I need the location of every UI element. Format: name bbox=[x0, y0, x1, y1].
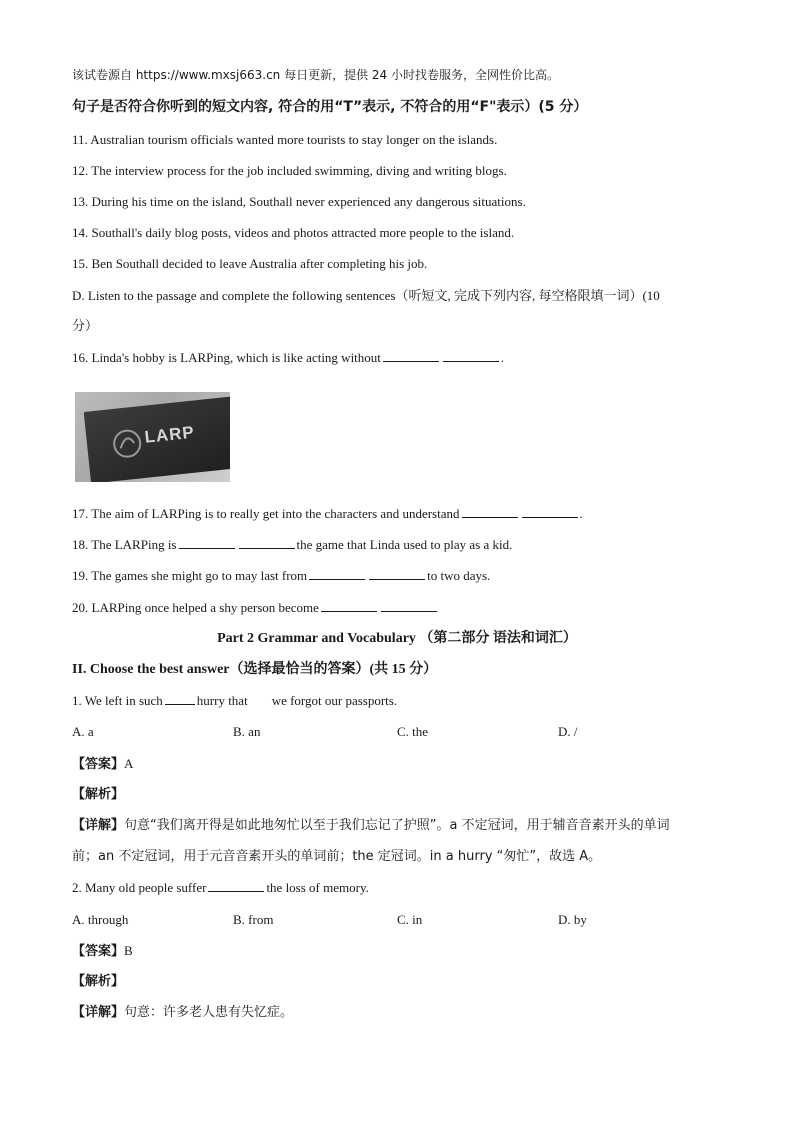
q19-text: 19. The games she might go to may last from bbox=[72, 568, 308, 583]
larp-card-photo bbox=[75, 392, 230, 482]
blank bbox=[239, 537, 295, 549]
answer-value: A bbox=[124, 756, 134, 771]
q18-text: 18. The LARPing is bbox=[72, 537, 177, 552]
blank bbox=[522, 506, 578, 518]
blank bbox=[208, 880, 264, 892]
page-header: 该试卷源自 https://www.mxsj663.cn 每日更新，提供 24 小时找卷服务，全网性价比高。 bbox=[72, 68, 559, 82]
q1-option-d: D. / bbox=[558, 724, 578, 739]
q2-detail bbox=[72, 1005, 293, 1021]
q1-detail bbox=[72, 818, 670, 834]
question-18 bbox=[72, 537, 512, 553]
blank bbox=[165, 693, 195, 705]
blank bbox=[381, 600, 437, 612]
section-d-instruction: D. Listen to the passage and complete the following sentences（听短文, 完成下列内容, 每空格限填一词）(10 bbox=[72, 288, 660, 303]
question-15: 15. Ben Southall decided to leave Australia after completing his job. bbox=[72, 256, 428, 271]
larp-logo-text: LARP bbox=[143, 422, 196, 447]
q2-option-b: B. from bbox=[233, 912, 274, 927]
question-13: 13. During his time on the island, Southall never experienced any dangerous situations. bbox=[72, 194, 526, 209]
q2-answer bbox=[72, 943, 133, 960]
larp-card bbox=[84, 396, 230, 482]
q1-stem: 1. We left in such bbox=[72, 693, 163, 708]
q2-stem-end: the loss of memory. bbox=[266, 880, 369, 895]
blank bbox=[383, 350, 439, 362]
q20-text: 20. LARPing once helped a shy person become bbox=[72, 600, 319, 615]
q2-option-a: A. through bbox=[72, 912, 129, 927]
detail-text: 句意“我们离开得是如此地匆忙以至于我们忘记了护照”。a 不定冠词，用于辅音音素开头的单词 bbox=[124, 818, 670, 833]
q1-answer bbox=[72, 756, 133, 773]
q16-suffix: . bbox=[500, 350, 505, 365]
q17-suffix: . bbox=[579, 506, 583, 521]
answer-label: 【答案】 bbox=[72, 944, 125, 959]
answer-label: 【答案】 bbox=[72, 757, 125, 772]
question-19 bbox=[72, 568, 490, 584]
part2-title: Part 2 Grammar and Vocabulary （第二部分 语法和词汇） bbox=[217, 631, 577, 646]
blank bbox=[309, 568, 365, 580]
q1-option-b: B. an bbox=[233, 724, 261, 739]
q16-text: 16. Linda's hobby is LARPing, which is like acting without bbox=[72, 350, 381, 365]
detail-text: 句意：许多老人患有失忆症。 bbox=[124, 1005, 294, 1020]
section-c-instruction: 句子是否符合你听到的短文内容, 符合的用“T”表示, 不符合的用“F"表示）(5 分） bbox=[72, 99, 588, 115]
q19-suffix: to two days. bbox=[427, 568, 491, 583]
detail-label: 【详解】 bbox=[72, 1005, 125, 1020]
question-14: 14. Southall's daily blog posts, videos and photos attracted more people to the island. bbox=[72, 225, 515, 240]
q1-stem-mid: hurry that bbox=[196, 693, 248, 708]
blank bbox=[179, 537, 235, 549]
q2-option-c: C. in bbox=[397, 912, 423, 927]
question-16 bbox=[72, 350, 504, 366]
section-d-instruction-cont: 分） bbox=[72, 319, 99, 334]
section-ii-title: II. Choose the best answer（选择最恰当的答案）(共 15 分） bbox=[72, 662, 438, 677]
question-11: 11. Australian tourism officials wanted more tourists to stay longer on the islands. bbox=[72, 132, 498, 147]
question-17 bbox=[72, 506, 583, 522]
question-20 bbox=[72, 600, 439, 616]
detail-label: 【详解】 bbox=[72, 818, 125, 833]
question-2 bbox=[72, 880, 369, 896]
blank bbox=[443, 350, 499, 362]
blank bbox=[369, 568, 425, 580]
q1-analysis-label: 【解析】 bbox=[72, 787, 125, 802]
blank bbox=[462, 506, 518, 518]
q1-option-c: C. the bbox=[397, 724, 429, 739]
blank bbox=[321, 600, 377, 612]
q2-analysis-label: 【解析】 bbox=[72, 974, 125, 989]
q2-stem: 2. Many old people suffer bbox=[72, 880, 207, 895]
blank bbox=[250, 693, 270, 705]
q18-suffix: the game that Linda used to play as a kid. bbox=[296, 537, 513, 552]
answer-value: B bbox=[124, 943, 133, 958]
q17-text: 17. The aim of LARPing is to really get into the characters and understand bbox=[72, 506, 460, 521]
q2-option-d: D. by bbox=[558, 912, 587, 927]
question-12: 12. The interview process for the job included swimming, diving and writing blogs. bbox=[72, 163, 507, 178]
q1-option-a: A. a bbox=[72, 724, 94, 739]
q1-detail-cont: 前；an 不定冠词，用于元音音素开头的单词前；the 定冠词。in a hurry “匆忙”，故选 A。 bbox=[72, 849, 602, 864]
question-1 bbox=[72, 693, 397, 709]
q1-stem-end: we forgot our passports. bbox=[271, 693, 398, 708]
